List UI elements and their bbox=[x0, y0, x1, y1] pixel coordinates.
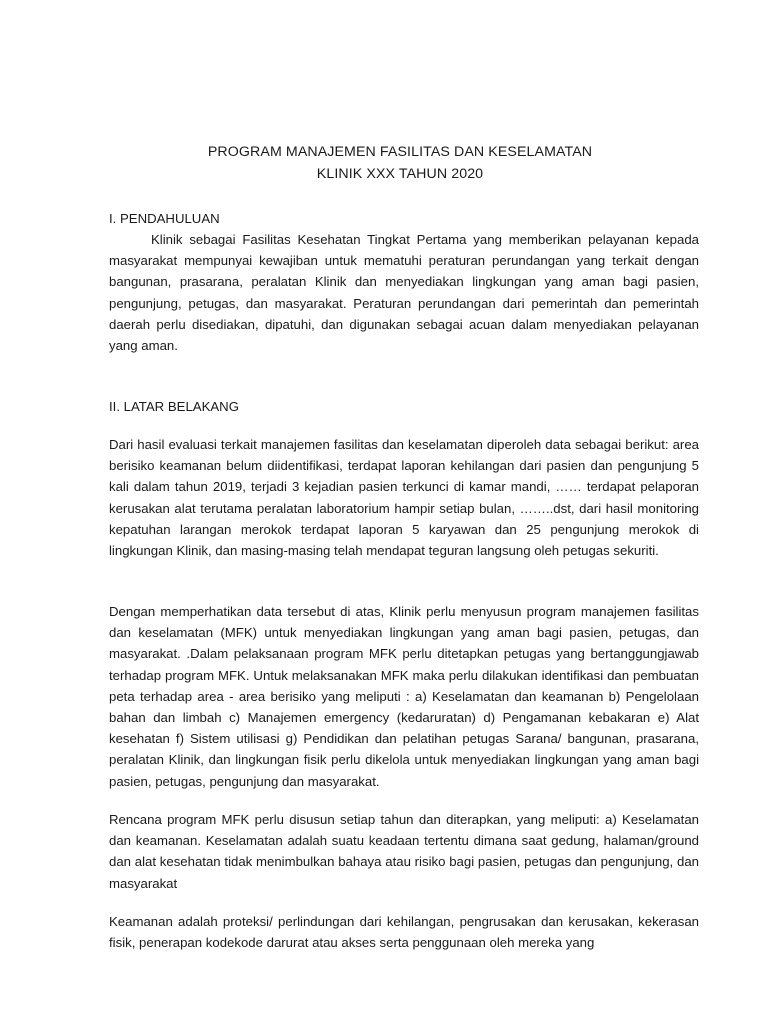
paragraph-pendahuluan: Klinik sebagai Fasilitas Kesehatan Tingkat Pertama yang memberikan pelayanan kepada masyarakat mempunyai kewajiban untuk mematuhi peraturan perundangan yang terkait dengan bangunan, prasarana, peralatan Klinik dan menyediakan lingkungan yang aman bagi pasien, pengunjung, petugas, dan masyarakat. Peraturan perundangan dari pemerintah dan pemerintah daerah perlu disediakan, dipatuhi, dan digunakan sebagai acuan dalam menyediakan pelayanan yang aman. bbox=[109, 232, 699, 354]
document-title-line2: KLINIK XXX TAHUN 2020 bbox=[316, 166, 484, 182]
paragraph-latar-belakang-4: Keamanan adalah proteksi/ perlindungan dari kehilangan, pengrusakan dan kerusakan, kekerasan fisik, penerapan kodekode darurat atau akses serta penggunaan oleh mereka yang bbox=[109, 914, 699, 951]
document-title-line1: PROGRAM MANAJEMEN FASILITAS DAN KESELAMATAN bbox=[207, 144, 593, 160]
paragraph-latar-belakang-1: Dari hasil evaluasi terkait manajemen fasilitas dan keselamatan diperoleh data sebagai berikut: area berisiko keamanan belum diidentifikasi, terdapat laporan kehilangan dari pasien dan pengunjung 5 kali dalam tahun 2019, terjadi 3 kejadian pasien terkunci di kamar mandi, …… terdapat pelaporan kerusakan alat terutama peralatan laboratorium hampir setiap bulan, ……..dst, dari hasil monitoring kepatuhan larangan merokok terdapat laporan 5 karyawan dan 25 pengunjung merokok di lingkungan Klinik, dan masing-masing telah mendapat teguran langsung oleh petugas sekuriti. bbox=[109, 437, 699, 559]
paragraph-latar-belakang-3: Rencana program MFK perlu disusun setiap tahun dan diterapkan, yang meliputi: a) Keselamatan dan keamanan. Keselamatan adalah suatu keadaan tertentu dimana saat gedung, halaman/ground dan alat kesehatan tidak menimbulkan bahaya atau risiko bagi pasien, petugas dan pengunjung, dan masyarakat bbox=[109, 812, 699, 891]
section-heading-pendahuluan: I. PENDAHULUAN bbox=[109, 211, 220, 226]
section-heading-latar-belakang: II. LATAR BELAKANG bbox=[109, 399, 239, 414]
paragraph-latar-belakang-2: Dengan memperhatikan data tersebut di atas, Klinik perlu menyusun program manajemen fasilitas dan keselamatan (MFK) untuk menyediakan lingkungan yang aman bagi pasien, petugas, dan masyarakat. .Dalam pelaksanaan program MFK perlu ditetapkan petugas yang bertanggungjawab terhadap program MFK. Untuk melaksanakan MFK maka perlu dilakukan identifikasi dan pembuatan peta terhadap area - area berisiko yang meliputi : a) Keselamatan dan keamanan b) Pengelolaan bahan dan limbah c) Manajemen emergency (kedaruratan) d) Pengamanan kebakaran e) Alat kesehatan f) Sistem utilisasi g) Pendidikan dan pelatihan petugas Sarana/ bangunan, prasarana, peralatan Klinik, dan lingkungan fisik perlu dikelola untuk menyediakan lingkungan yang aman bagi pasien, petugas, pengunjung dan masyarakat. bbox=[109, 604, 699, 789]
